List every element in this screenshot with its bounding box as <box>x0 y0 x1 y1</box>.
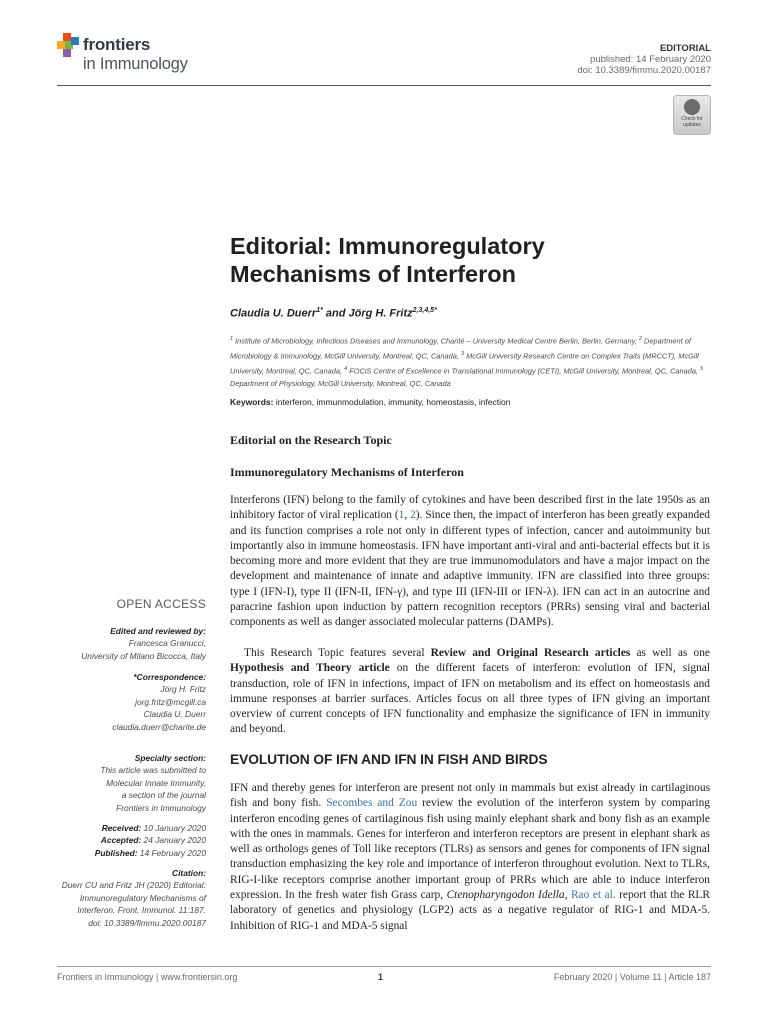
citation-heading: Citation: <box>172 868 206 878</box>
received-label: Received: <box>101 823 142 833</box>
reference-link[interactable]: 2 <box>410 509 416 522</box>
body-paragraph-2 <box>230 646 710 738</box>
check-updates-icon <box>684 99 700 115</box>
bold-text-run: Review and Original Research articles <box>430 647 631 659</box>
text-run: ). Since then, the impact of interferon has been greatly expanded and its function comprises a role not only in different types of infection, cancer and autoimmunity but importantly also in immune homeostasis. IFN have important anti-viral and anti-bacterial effects but it is becoming more and more evident that they are true immunomodulators and have a major impact on the development and maintenance of innate and adaptive immunity. IFN are classified into three groups: type I (IFN-I), type II (IFN-II, IFN-γ), and type III (IFN-III or IFN-λ). IFN can act in an autocrine and paracrine fashion upon induction by pattern recognition receptors (PRRs) sensing viral and bacterial components as well as danger associated molecular patterns (DAMPs). <box>230 509 710 629</box>
specialty-line: Frontiers in Immunology <box>116 802 206 813</box>
correspondence-heading: *Correspondence: <box>133 672 206 682</box>
text-run: as well as one <box>630 647 710 659</box>
author-affiliation-marker: 2,3,4,5* <box>412 307 437 314</box>
citation-line: Immunoregulatory Mechanisms of <box>79 892 206 903</box>
citation-line: Duerr CU and Fritz JH (2020) Editorial: <box>61 880 206 891</box>
affiliations <box>230 333 714 390</box>
article-type: EDITORIAL <box>659 43 711 54</box>
keywords-label: Keywords: <box>230 397 274 407</box>
editor-affiliation: University of Milano Bicocca, Italy <box>81 650 206 661</box>
body-paragraph-1 <box>230 493 710 631</box>
received-value: 10 January 2020 <box>141 823 206 833</box>
footer-journal-link[interactable]: Frontiers in Immunology | www.frontiersin.org <box>57 972 238 982</box>
affiliation-number: 3 <box>460 350 465 357</box>
text-run: review the evolution of the interferon system by comparing interferon encoding genes of cartilaginous fish using mainly elephant shark and bony fish as an example with the ones in mammals. Genes for interferon and interferon receptors are present in elephant shark as well as orthologs genes of Toll like receptors (TLRs) as sensors and genes for components of IFN signal transduction emphasizing the key role and importance of interferon throughout evolution. Next to TLRs, RIG-I-like receptors comprise another important group of PRRs which are able to induce interferon expression. In the fresh water fish Grass carp, <box>230 797 710 902</box>
text-run: IFN and thereby genes for interferon are present not only in mammals but exist already in cartilaginous fish and bony fish. <box>230 782 710 810</box>
footer-divider <box>57 966 711 967</box>
article-meta-header <box>577 43 711 76</box>
citation-doi[interactable]: doi: 10.3389/fimmu.2020.00187 <box>88 917 206 928</box>
affiliation-text: McGill University Research Centre on Complex Traits (MRCCT), McGill University, Montreal, QC, Canada, <box>230 351 699 376</box>
affiliation-number: 4 <box>344 365 348 372</box>
affiliation-text: Department of Physiology, McGill University, Montreal, QC, Canada <box>230 378 451 388</box>
author-name[interactable]: Claudia U. Duerr <box>230 307 317 320</box>
specialty-line: This article was submitted to <box>100 765 206 776</box>
reference-link[interactable]: 1 <box>398 509 405 522</box>
check-for-updates-badge[interactable] <box>673 95 711 135</box>
bold-text-run: Hypothesis and Theory article <box>230 662 390 675</box>
author-affiliation-marker: 1* <box>316 307 323 314</box>
citation-info <box>62 867 206 929</box>
correspondent-email[interactable]: jorg.fritz@mcgill.ca <box>135 696 206 707</box>
keywords <box>230 397 510 407</box>
correspondent-name: Claudia U. Duerr <box>143 709 206 720</box>
text-run: on the different facets of interferon: evolution of IFN, signal transduction, role of IFN in infections, impact of IFN on metabolism and its effect on homeostasis and immune responses at barrier surfaces. Articles focus on all three types of IFN giving an important overview of current concepts of IFN functionality and emphasize the significance of IFN in immunity and beyond. <box>230 662 710 736</box>
affiliation-number: 2 <box>638 336 642 342</box>
check-updates-label: Check for updates <box>681 116 703 128</box>
affiliation-number: 5 <box>700 365 704 372</box>
header-divider <box>57 85 711 86</box>
italic-text-run: Ctenopharyngodon Idella <box>446 889 565 902</box>
text-run: This Research Topic features several <box>244 647 431 659</box>
body-paragraph-3 <box>230 781 710 934</box>
text-run: , <box>404 509 411 522</box>
specialty-line: a section of the journal <box>121 790 206 801</box>
article-link[interactable]: Secombes and Zou <box>326 797 418 810</box>
accepted-label: Accepted: <box>100 835 142 846</box>
author-list <box>230 307 437 320</box>
affiliation-text: Department of Microbiology & Immunology, McGill University, Montreal, QC, Canada, <box>230 336 691 361</box>
affiliation-text: Institute of Microbiology, Infectious Diseases and Immunology, Charité – University Medical Centre Berlin, Berlin, Germany, <box>235 336 637 346</box>
research-topic-label: Editorial on the Research Topic <box>230 433 392 447</box>
journal-name-secondary: in Immunology <box>83 55 188 73</box>
specialty-line: Molecular Innate Immunity, <box>106 777 206 788</box>
article-title: Editorial: Immunoregulatory Mechanisms of Interferon <box>230 233 545 287</box>
research-topic-name[interactable]: Immunoregulatory Mechanisms of Interferon <box>230 465 464 479</box>
journal-logo[interactable] <box>57 33 217 79</box>
page-number: 1 <box>378 972 384 982</box>
correspondent-name: Jörg H. Fritz <box>160 684 206 695</box>
editor-name: Francesca Granucci, <box>128 638 206 649</box>
editor-heading: Edited and reviewed by: <box>110 626 206 636</box>
section-heading: EVOLUTION OF IFN AND IFN IN FISH AND BIRDS <box>230 752 548 767</box>
received-date <box>95 822 206 834</box>
accepted-value: 24 January 2020 <box>141 835 206 846</box>
article-doi[interactable]: doi: 10.3389/fimmu.2020.00187 <box>577 65 711 76</box>
published-label: Published: <box>94 847 138 858</box>
journal-name-primary: frontiers <box>83 35 151 54</box>
correspondence-info <box>112 671 206 733</box>
affiliation-number: 1 <box>230 336 234 342</box>
article-link[interactable]: Rao et al. <box>570 889 616 902</box>
author-separator: and <box>322 307 349 320</box>
published-value: 14 February 2020 <box>137 847 206 858</box>
open-access-label: OPEN ACCESS <box>116 597 206 611</box>
correspondent-email[interactable]: claudia.duerr@charite.de <box>112 721 206 732</box>
text-run: , <box>564 889 571 902</box>
accepted-date <box>95 834 206 846</box>
dates-info <box>95 822 206 859</box>
text-run: Interferons (IFN) belong to the family of cytokines and have been described first in the late 1950s as an inhibitory factor of viral replication ( <box>230 494 710 522</box>
keywords-value: interferon, immunmodulation, immunity, homeostasis, infection <box>275 397 511 407</box>
editor-info <box>81 625 206 662</box>
citation-line: Interferon. Front. Immunol. 11:187. <box>77 905 206 916</box>
specialty-section-info <box>100 752 206 814</box>
affiliation-text: FOCiS Centre of Excellence in Translational Immunology (CETI), McGill University, Montreal, QC, Canada, <box>349 366 699 376</box>
footer-volume-info: February 2020 | Volume 11 | Article 187 <box>553 972 711 982</box>
specialty-heading: Specialty section: <box>134 753 206 763</box>
published-date-side <box>95 847 206 859</box>
published-date: published: 14 February 2020 <box>590 54 711 65</box>
text-run: report that the RLR laboratory of genetics and physiology (LGP2) acts as a negative regulator of RIG-1 and MDA-5. Inhibition of RIG-1 and MDA-5 signal <box>230 889 710 932</box>
frontiers-logo-icon <box>57 33 81 59</box>
author-name[interactable]: Jörg H. Fritz <box>348 307 413 320</box>
